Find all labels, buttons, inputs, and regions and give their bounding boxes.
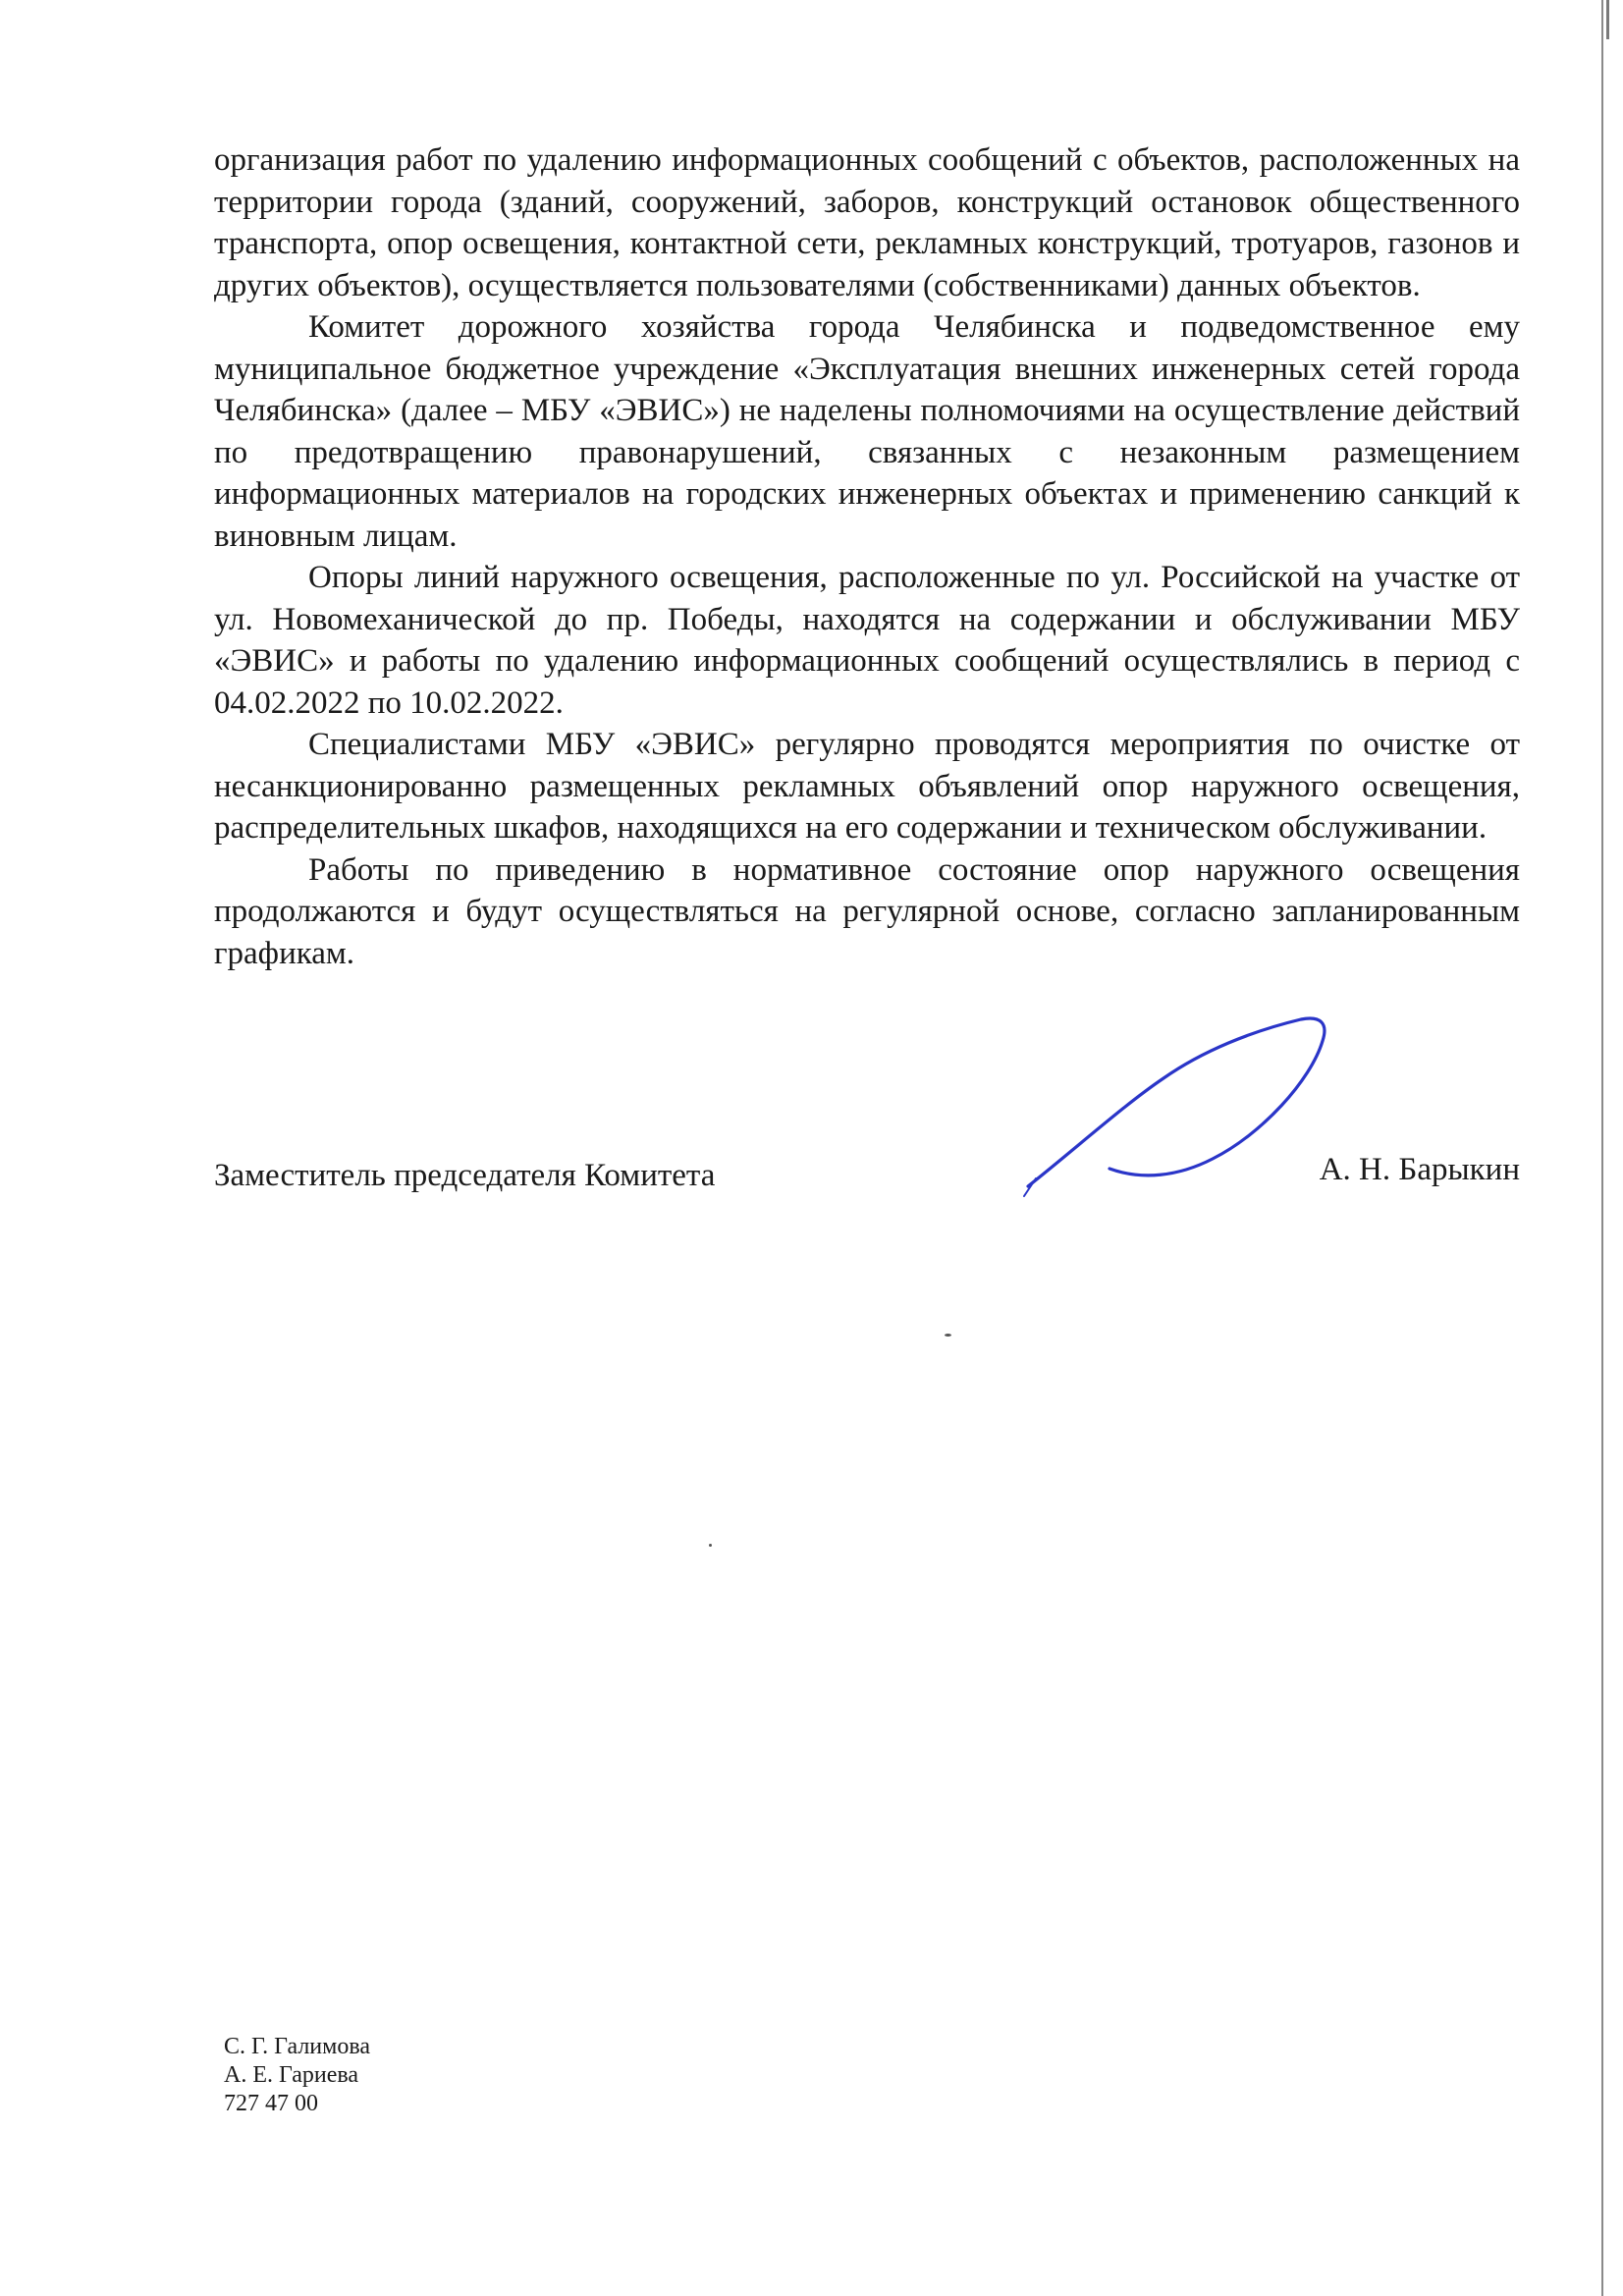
- signatory-name: А. Н. Барыкин: [1319, 1152, 1520, 1187]
- executors-block: [224, 2033, 370, 2118]
- executor-phone: 727 47 00: [224, 2091, 318, 2116]
- executor-2: А. Е. Гариева: [224, 2062, 359, 2088]
- scan-edge-mark: [1606, 0, 1609, 39]
- paragraph-4: Специалистами МБУ «ЭВИС» регулярно проводятся мероприятия по очистке от несанкционированно размещенных рекламных объявлений опор наружного освещения, распределительных шкафов, находящихся на его содержании и техническом обслуживании.: [214, 727, 1520, 846]
- paragraph-5: Работы по приведению в нормативное состояние опор наружного освещения продолжаются и будут осуществляться на регулярной основе, согласно запланированным графикам.: [214, 851, 1520, 971]
- signatory-position: Заместитель председателя Комитета: [214, 1158, 716, 1193]
- signature-block: [214, 1149, 1520, 1198]
- paragraph-3: Опоры линий наружного освещения, расположенные по ул. Российской на участке от ул. Новомеханической до пр. Победы, находятся на содержании и обслуживании МБУ «ЭВИС» и работы по удалению информационных сообщений осуществлялись в период с 04.02.2022 по 10.02.2022.: [214, 560, 1520, 721]
- scan-speck: [709, 1544, 712, 1547]
- scan-speck: [945, 1334, 951, 1337]
- executor-1: С. Г. Галимова: [224, 2034, 370, 2059]
- paragraph-1: организация работ по удалению информационных сообщений с объектов, расположенных на территории города (зданий, сооружений, заборов, конструкций остановок общественного транспорта, опор освещения, контактной сети, рекламных конструкций, тротуаров, газонов и других объектов), осуществляется пользователями (собственниками) данных объектов.: [214, 142, 1520, 303]
- paragraph-2: Комитет дорожного хозяйства города Челябинска и подведомственное ему муниципальное бюджетное учреждение «Эксплуатация внешних инженерных сетей города Челябинска» (далее – МБУ «ЭВИС») не наделены полномочиями на осуществление действий по предотвращению правонарушений, связанных с незаконным размещением информационных материалов на городских инженерных объектах и применению санкций к виновным лицам.: [214, 309, 1520, 554]
- scan-edge-line: [1601, 0, 1603, 2296]
- letter-body: [214, 139, 1520, 974]
